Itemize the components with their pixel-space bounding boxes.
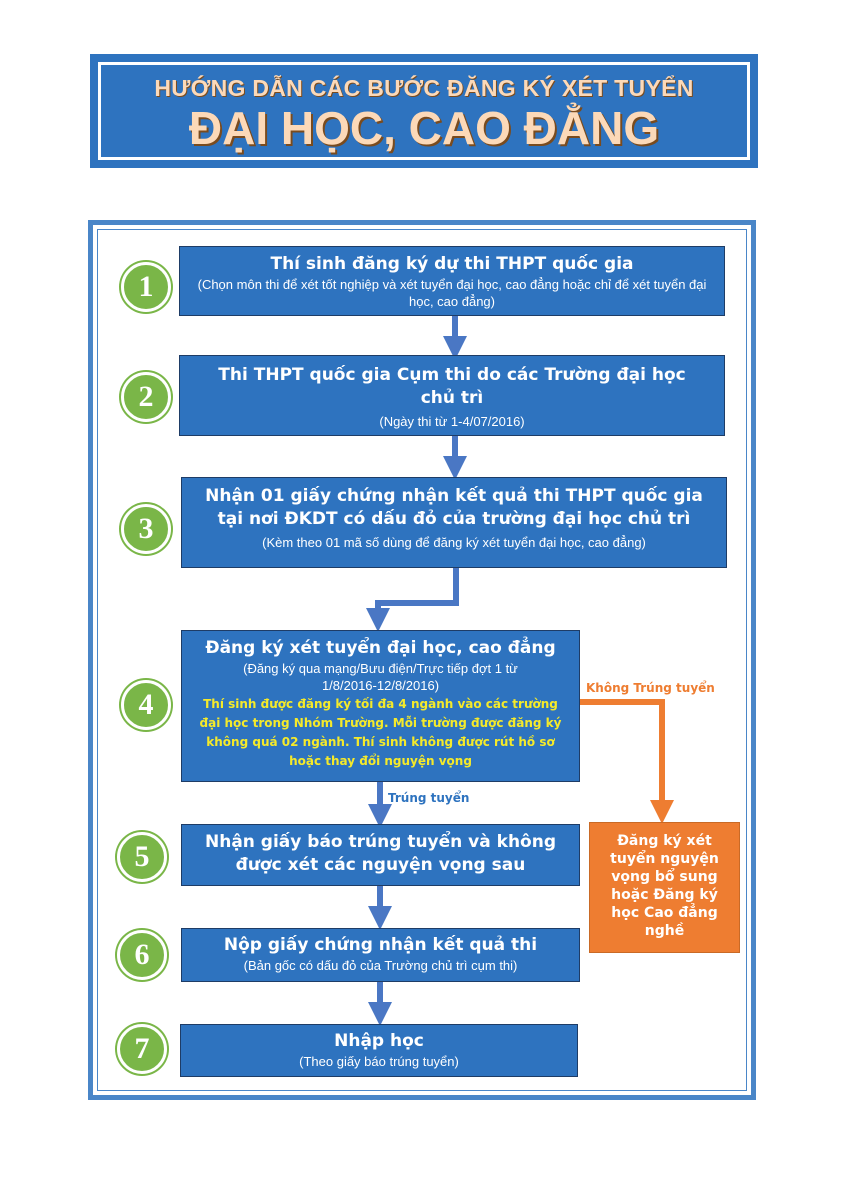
step-number-5: 5 bbox=[117, 832, 167, 882]
step-6-subtitle: (Bản gốc có dấu đỏ của Trường chủ trì cụm thi) bbox=[243, 958, 518, 973]
step-number-1: 1 bbox=[121, 262, 171, 312]
step-box-5 bbox=[181, 824, 580, 886]
step-box-1 bbox=[179, 246, 725, 316]
step-number-3: 3 bbox=[121, 504, 171, 554]
step-4-title: Đăng ký xét tuyển đại học, cao đẳng bbox=[205, 638, 556, 658]
step-number-6: 6 bbox=[117, 930, 167, 980]
step-number-7: 7 bbox=[117, 1024, 167, 1074]
step-3-title: Nhận 01 giấy chứng nhận kết quả thi THPT quốc gia tại nơi ĐKDT có dấu đỏ của trường đại học chủ trì bbox=[205, 486, 703, 529]
arrow-3-4 bbox=[378, 568, 456, 620]
step-4-subtitle: (Đăng ký qua mạng/Bưu điện/Trực tiếp đợt 1 từ 1/8/2016-12/8/2016) bbox=[243, 661, 518, 693]
step-1-title: Thí sinh đăng ký dự thi THPT quốc gia bbox=[270, 254, 634, 274]
arrow-fail bbox=[580, 702, 662, 812]
step-box-7 bbox=[180, 1024, 578, 1077]
step-5-title: Nhận giấy báo trúng tuyển và không được xét các nguyện vọng sau bbox=[204, 832, 557, 875]
step-3-subtitle: (Kèm theo 01 mã số dùng để đăng ký xét tuyển đại học, cao đẳng) bbox=[262, 535, 646, 550]
fail-label: Không Trúng tuyển bbox=[586, 681, 715, 695]
step-box-2 bbox=[179, 355, 725, 436]
step-4-note: Thí sinh được đăng ký tối đa 4 ngành vào các trường đại học trong Nhóm Trường. Mỗi trường được đăng ký không quá 02 ngành. Thí sinh không được rút hồ sơ hoặc thay đổi nguyện vọng bbox=[199, 697, 562, 768]
step-number-2: 2 bbox=[121, 372, 171, 422]
step-7-subtitle: (Theo giấy báo trúng tuyển) bbox=[299, 1054, 459, 1069]
step-box-6 bbox=[181, 928, 580, 982]
alternative-option-text: Đăng ký xét tuyển nguyện vọng bổ sung hoặc Đăng ký học Cao đẳng nghề bbox=[610, 833, 719, 939]
step-6-title: Nộp giấy chứng nhận kết quả thi bbox=[223, 935, 538, 955]
step-box-3 bbox=[181, 477, 727, 568]
header-title-line1: HƯỚNG DẪN CÁC BƯỚC ĐĂNG KÝ XÉT TUYỂN bbox=[154, 75, 694, 101]
pass-label: Trúng tuyển bbox=[388, 791, 470, 805]
step-number-4: 4 bbox=[121, 680, 171, 730]
step-2-subtitle: (Ngày thi từ 1-4/07/2016) bbox=[379, 414, 525, 429]
step-7-title: Nhập học bbox=[334, 1031, 424, 1051]
step-1-subtitle: (Chọn môn thi để xét tốt nghiệp và xét tuyển đại học, cao đẳng hoặc chỉ để xét tuyển đại học, cao đẳng) bbox=[197, 277, 707, 309]
step-box-4 bbox=[181, 630, 580, 782]
step-2-title: Thi THPT quốc gia Cụm thi do các Trường đại học chủ trì bbox=[218, 365, 686, 408]
alternative-option-box bbox=[589, 822, 740, 953]
header-title-line2: ĐẠI HỌC, CAO ĐẲNG bbox=[188, 102, 660, 154]
